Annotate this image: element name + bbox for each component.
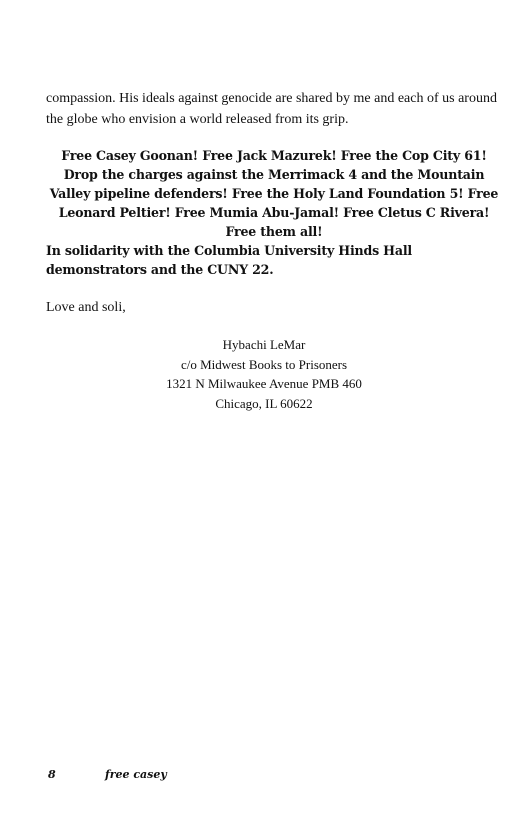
- solidarity-statement: In solidarity with the Columbia University Hinds Hall demonstrators and the CUNY 22.: [46, 243, 413, 277]
- closing-line: Love and soli,: [46, 300, 126, 315]
- signature-block: [0, 335, 528, 413]
- demands-paragraph: Free Casey Goonan! Free Jack Mazurek! Free the Cop City 61! Drop the charges against the Merrimack 4 and the Mountain Valley pipeline defenders! Free the Holy Land Foundation 5! Free Leonard Peltier! Free Mumia Abu-Jamal! Free Cletus C Rivera! Free them all!: [49, 148, 499, 239]
- signature-name: Hybachi LeMar: [222, 337, 306, 352]
- body-paragraph: compassion. His ideals against genocide are shared by me and each of us around the globe who envision a world released from its grip.: [46, 91, 497, 127]
- signature-street: 1321 N Milwaukee Avenue PMB 460: [166, 376, 362, 391]
- signature-care-of: c/o Midwest Books to Prisoners: [180, 356, 348, 372]
- signature-city: Chicago, IL 60622: [215, 395, 313, 411]
- page-number: 8: [48, 768, 56, 781]
- running-title: free casey: [105, 768, 167, 781]
